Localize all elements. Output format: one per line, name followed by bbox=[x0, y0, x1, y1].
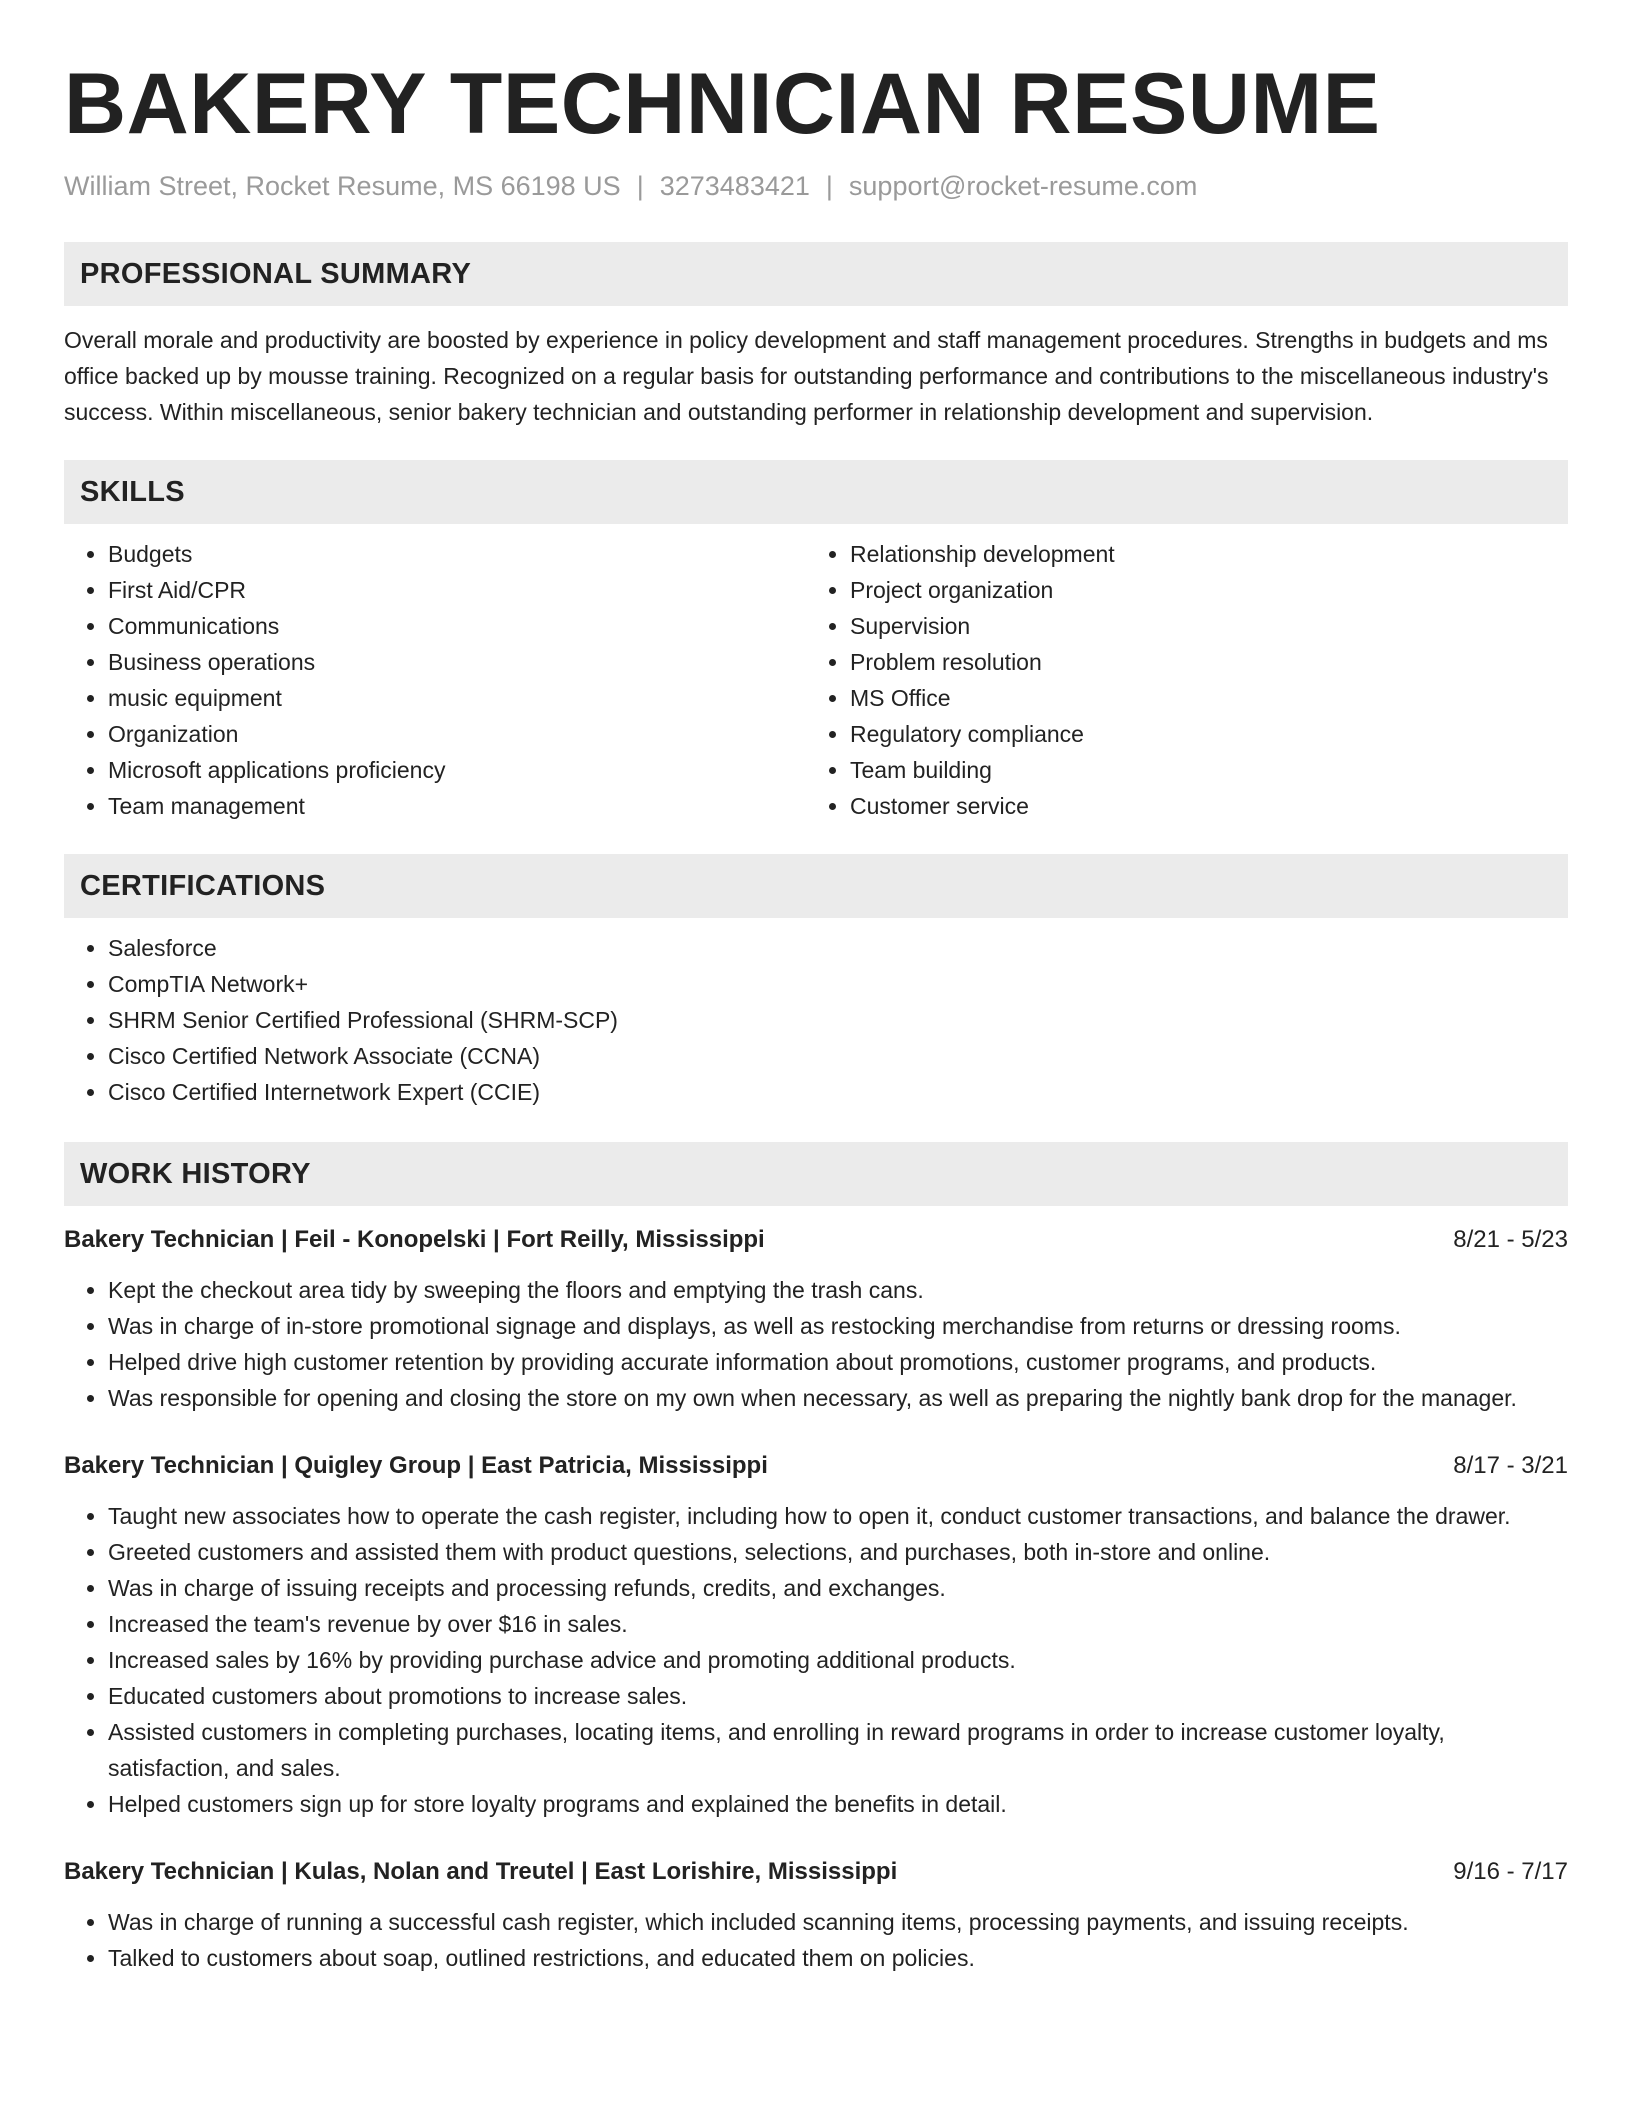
contact-separator: | bbox=[825, 171, 833, 201]
job-entry bbox=[64, 1448, 1568, 1822]
job-entry bbox=[64, 1854, 1568, 1976]
summary-text: Overall morale and productivity are boosted by experience in policy development and staff management procedures. Strengths in budgets and ms office backed up by mousse training. Recognized on a regular basis for outstanding performance and contributions to the miscellaneous industry's success. Within miscellaneous, senior bakery technician and outstanding performer in relationship development and supervision. bbox=[64, 327, 1549, 425]
skill-item: • Relationship development bbox=[850, 536, 1548, 572]
summary-section-header bbox=[64, 242, 1568, 306]
contact-separator: | bbox=[636, 171, 644, 201]
resume-page bbox=[64, 0, 1568, 1976]
skill-item: • Regulatory compliance bbox=[850, 716, 1548, 752]
skills-heading: SKILLS bbox=[80, 475, 185, 508]
skills-column-left bbox=[64, 536, 806, 824]
skill-item: • Problem resolution bbox=[850, 644, 1548, 680]
skill-item: • First Aid/CPR bbox=[108, 572, 806, 608]
job-bullet-list bbox=[64, 1272, 1568, 1416]
certification-item: • Cisco Certified Network Associate (CCNA) bbox=[108, 1038, 1568, 1074]
job-bullet: • Was responsible for opening and closing the store on my own when necessary, as well as preparing the nightly bank drop for the manager. bbox=[108, 1380, 1568, 1416]
job-bullet: • Talked to customers about soap, outlined restrictions, and educated them on policies. bbox=[108, 1940, 1568, 1976]
job-bullet-list bbox=[64, 1904, 1568, 1976]
job-bullet-list bbox=[64, 1498, 1568, 1822]
certification-item: • Salesforce bbox=[108, 930, 1568, 966]
certification-item: • Cisco Certified Internetwork Expert (CCIE) bbox=[108, 1074, 1568, 1110]
skill-item: • MS Office bbox=[850, 680, 1548, 716]
job-bullet: • Increased sales by 16% by providing purchase advice and promoting additional products. bbox=[108, 1642, 1568, 1678]
job-bullet: • Assisted customers in completing purchases, locating items, and enrolling in reward programs in order to increase customer loyalty, satisfaction, and sales. bbox=[108, 1714, 1568, 1786]
summary-heading: PROFESSIONAL SUMMARY bbox=[80, 257, 472, 290]
resume-title: BAKERY TECHNICIAN RESUME bbox=[64, 56, 1381, 152]
certification-item: • SHRM Senior Certified Professional (SHRM-SCP) bbox=[108, 1002, 1568, 1038]
job-bullet: • Helped customers sign up for store loyalty programs and explained the benefits in detail. bbox=[108, 1786, 1568, 1822]
skill-item: • Project organization bbox=[850, 572, 1548, 608]
job-bullet: • Taught new associates how to operate the cash register, including how to open it, conduct customer transactions, and balance the drawer. bbox=[108, 1498, 1568, 1534]
certifications-heading: CERTIFICATIONS bbox=[80, 869, 326, 902]
job-bullet: • Increased the team's revenue by over $16 in sales. bbox=[108, 1606, 1568, 1642]
contact-line bbox=[64, 168, 1568, 204]
certification-item: • CompTIA Network+ bbox=[108, 966, 1568, 1002]
skills-section-header bbox=[64, 460, 1568, 524]
skills-column-right bbox=[806, 536, 1548, 824]
skill-item: • Team building bbox=[850, 752, 1548, 788]
certifications-list bbox=[64, 930, 1568, 1110]
skill-item: • Communications bbox=[108, 608, 806, 644]
job-heading: Bakery Technician | Feil - Konopelski | Fort Reilly, Mississippi bbox=[64, 1226, 765, 1253]
job-dates: 9/16 - 7/17 bbox=[1453, 1858, 1568, 1885]
skills-list bbox=[64, 536, 1568, 824]
skill-item: • Microsoft applications proficiency bbox=[108, 752, 806, 788]
contact-email: support@rocket-resume.com bbox=[848, 171, 1198, 201]
skill-item: • Organization bbox=[108, 716, 806, 752]
job-heading: Bakery Technician | Quigley Group | East Patricia, Mississippi bbox=[64, 1452, 768, 1479]
job-bullet: • Educated customers about promotions to increase sales. bbox=[108, 1678, 1568, 1714]
work-history-heading: WORK HISTORY bbox=[80, 1157, 311, 1190]
job-header bbox=[64, 1222, 1568, 1258]
job-bullet: • Was in charge of issuing receipts and processing refunds, credits, and exchanges. bbox=[108, 1570, 1568, 1606]
contact-phone: 3273483421 bbox=[659, 171, 810, 201]
job-header bbox=[64, 1854, 1568, 1890]
job-header bbox=[64, 1448, 1568, 1484]
skill-item: • Supervision bbox=[850, 608, 1548, 644]
contact-address: William Street, Rocket Resume, MS 66198 US bbox=[64, 171, 621, 201]
skill-item: • Budgets bbox=[108, 536, 806, 572]
job-entry bbox=[64, 1222, 1568, 1416]
job-bullet: • Was in charge of running a successful cash register, which included scanning items, processing payments, and issuing receipts. bbox=[108, 1904, 1568, 1940]
job-bullet: • Kept the checkout area tidy by sweeping the floors and emptying the trash cans. bbox=[108, 1272, 1568, 1308]
skill-item: • music equipment bbox=[108, 680, 806, 716]
job-dates: 8/17 - 3/21 bbox=[1453, 1452, 1568, 1479]
skill-item: • Team management bbox=[108, 788, 806, 824]
job-bullet: • Was in charge of in-store promotional signage and displays, as well as restocking merchandise from returns or dressing rooms. bbox=[108, 1308, 1568, 1344]
certifications-section-header bbox=[64, 854, 1568, 918]
work-history-section-header bbox=[64, 1142, 1568, 1206]
job-bullet: • Helped drive high customer retention by providing accurate information about promotions, customer programs, and products. bbox=[108, 1344, 1568, 1380]
job-dates: 8/21 - 5/23 bbox=[1453, 1226, 1568, 1253]
skill-item: • Customer service bbox=[850, 788, 1548, 824]
skill-item: • Business operations bbox=[108, 644, 806, 680]
job-bullet: • Greeted customers and assisted them with product questions, selections, and purchases, both in-store and online. bbox=[108, 1534, 1568, 1570]
job-heading: Bakery Technician | Kulas, Nolan and Treutel | East Lorishire, Mississippi bbox=[64, 1858, 898, 1885]
